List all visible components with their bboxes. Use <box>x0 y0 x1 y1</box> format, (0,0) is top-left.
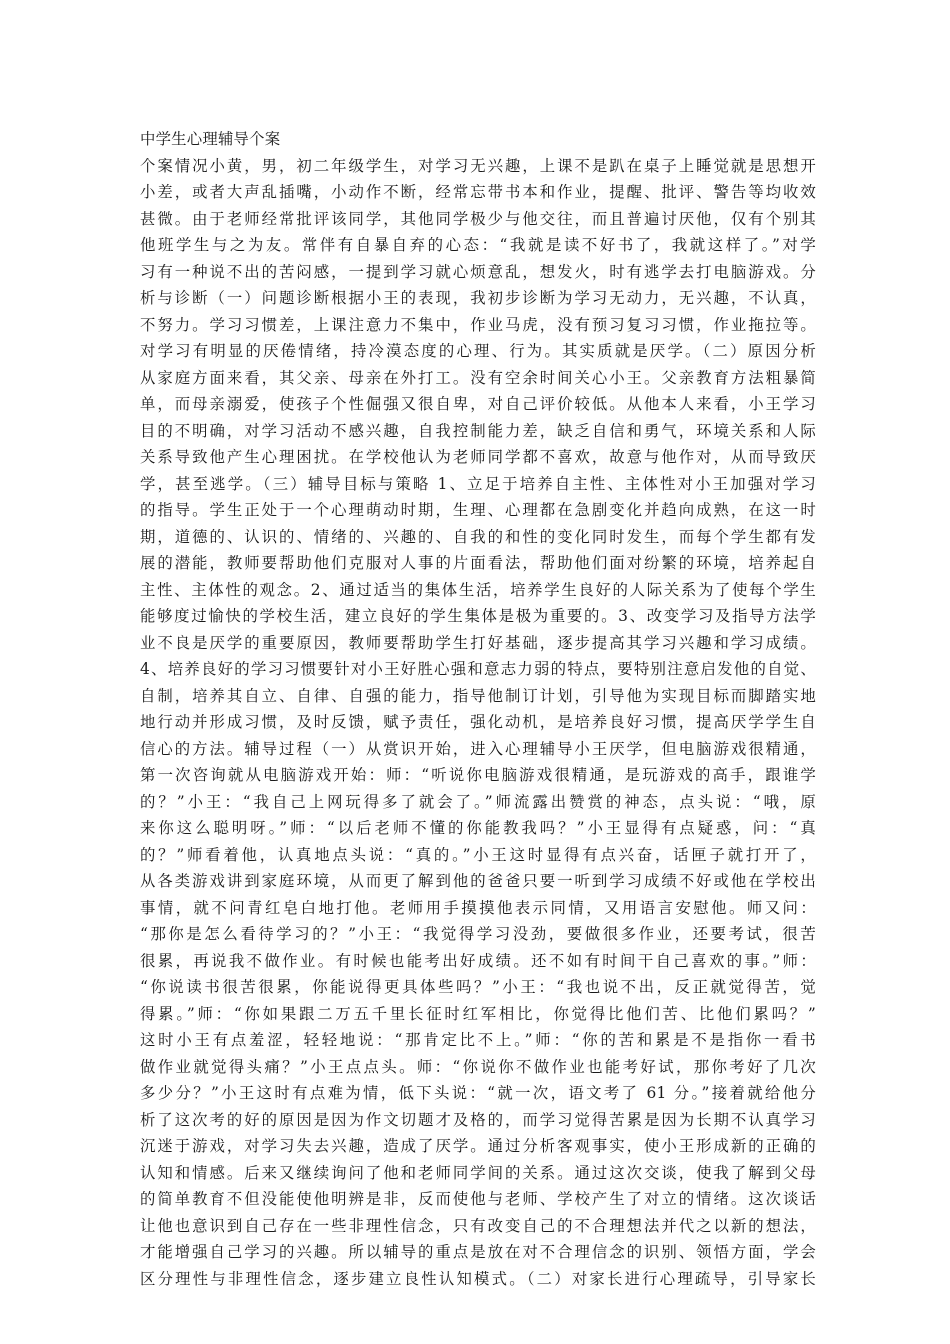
body-line: 沉迷于游戏，对学习失去兴趣，造成了厌学。通过分析客观事实，使小王形成新的正确的 <box>140 1137 816 1155</box>
body-line: 的？”小王：“我自己上网玩得多了就会了。”师流露出赞赏的神态，点头说：“哦，原 <box>140 792 816 811</box>
body-line: 析了这次考的好的原因是因为作文切题才及格的，而学习觉得苦累是因为长期不认真学习 <box>140 1110 816 1129</box>
body-line: 目的不明确，对学习活动不感兴趣，自我控制能力差，缺乏自信和勇气，环境关系和人际 <box>140 421 816 440</box>
document-title: 中学生心理辅导个案 <box>140 130 281 148</box>
body-line: 关系导致他产生心理困扰。在学校他认为老师同学都不喜欢，故意与他作对，从而导致厌 <box>140 448 816 466</box>
document-body <box>140 153 816 1293</box>
body-line: 主性、主体性的观念。2、通过适当的集体生活，培养学生良好的人际关系为了使每个学生 <box>140 580 816 599</box>
body-line: 自制，培养其自立、自律、自强的能力，指导他制订计划，引导他为实现目标而脚踏实地 <box>140 686 816 705</box>
body-line: “你说读书很苦很累，你能说得更具体些吗？”小王：“我也说不出，反正就觉得苦，觉 <box>140 978 816 996</box>
body-line: 事情，就不问青红皂白地打他。老师用手摸摸他表示同情，又用语言安慰他。师又问： <box>140 898 816 917</box>
body-line: 让他也意识到自己存在一些非理性信念，只有改变自己的不合理想法并代之以新的想法， <box>140 1216 816 1235</box>
body-line: 的指导。学生正处于一个心理萌动时期，生理、心理都在急剧变化并趋向成熟，在这一时 <box>140 501 816 519</box>
body-line: “那你是怎么看待学习的？”小王：“我觉得学习没劲，要做很多作业，还要考试，很苦 <box>140 925 816 943</box>
body-line: 做作业就觉得头痛？”小王点点头。师：“你说你不做作业也能考好试，那你考好了几次 <box>140 1057 816 1076</box>
body-line: 不努力。学习习惯差，上课注意力不集中，作业马虎，没有预习复习习惯，作业拖拉等。 <box>140 315 816 334</box>
body-line: 析与诊断（一）问题诊断根据小王的表现，我初步诊断为学习无动力，无兴趣，不认真， <box>140 289 816 307</box>
body-line: 区分理性与非理性信念，逐步建立良性认知模式。（二）对家长进行心理疏导，引导家长 <box>140 1269 816 1288</box>
body-line: 这时小王有点羞涩，轻轻地说：“那肯定比不上。”师：“你的苦和累是不是指你一看书 <box>140 1031 816 1049</box>
body-line: 能够度过愉快的学校生活，建立良好的学生集体是极为重要的。3、改变学习及指导方法学 <box>140 607 816 625</box>
body-line: 业不良是厌学的重要原因，教师要帮助学生打好基础，逐步提高其学习兴趣和学习成绩。 <box>140 633 816 652</box>
body-line: 第一次咨询就从电脑游戏开始：师：“听说你电脑游戏很精通，是玩游戏的高手，跟谁学 <box>140 766 816 784</box>
body-line: 来你这么聪明呀。”师：“以后老师不懂的你能教我吗？”小王显得有点疑惑，问：“真 <box>140 819 816 837</box>
body-line: 很累，再说我不做作业。有时候也能考出好成绩。还不如有时间干自己喜欢的事。”师： <box>140 951 816 970</box>
body-line: 多少分？”小王这时有点难为情，低下头说：“就一次，语文考了 61 分。”接着就给他分 <box>140 1084 816 1102</box>
body-line: 认知和情感。后来又继续询问了他和老师同学间的关系。通过这次交谈，使我了解到父母 <box>140 1163 816 1182</box>
body-line: 展的潜能，教师要帮助他们克服对人事的片面看法，帮助他们面对纷繁的环境，培养起自 <box>140 554 816 572</box>
body-line: 的？”师看着他，认真地点头说：“真的。”小王这时显得有点兴奋，话匣子就打开了， <box>140 845 816 864</box>
body-line: 期，道德的、认识的、情绪的、兴趣的、自我的和性的变化同时发生，而每个学生都有发 <box>140 527 816 546</box>
body-line: 甚微。由于老师经常批评该同学，其他同学极少与他交往，而且普遍讨厌他，仅有个别其 <box>140 209 816 228</box>
document-page <box>140 126 816 1292</box>
body-line: 从家庭方面来看，其父亲、母亲在外打工。没有空余时间关心小王。父亲教育方法粗暴简 <box>140 368 816 387</box>
body-line: 个案情况小黄，男，初二年级学生，对学习无兴趣，上课不是趴在桌子上睡觉就是思想开 <box>140 156 816 175</box>
body-line: 习有一种说不出的苦闷感，一提到学习就心烦意乱，想发火，时有逃学去打电脑游戏。分 <box>140 262 816 281</box>
body-line: 单，而母亲溺爱，使孩子个性倔强又很自卑，对自己评价较低。从他本人来看，小王学习 <box>140 395 816 413</box>
body-line: 信心的方法。辅导过程（一）从赏识开始，进入心理辅导小王厌学，但电脑游戏很精通， <box>140 739 816 758</box>
body-line: 对学习有明显的厌倦情绪，持冷漠态度的心理、行为。其实质就是厌学。（二）原因分析 <box>140 342 816 360</box>
body-line: 才能增强自己学习的兴趣。所以辅导的重点是放在对不合理信念的识别、领悟方面，学会 <box>140 1243 816 1261</box>
body-line: 得累。”师：“你如果跟二万五千里长征时红军相比，你觉得比他们苦、比他们累吗？” <box>140 1004 816 1023</box>
body-line: 4、培养良好的学习习惯要针对小王好胜心强和意志力弱的特点，要特别注意启发他的自觉、 <box>140 660 816 678</box>
body-line: 从各类游戏讲到家庭环境，从而更了解到他的爸爸只要一听到学习成绩不好或他在学校出 <box>140 872 816 890</box>
body-line: 小差，或者大声乱插嘴，小动作不断，经常忘带书本和作业，提醒、批评、警告等均收效 <box>140 183 816 201</box>
body-line: 他班学生与之为友。常伴有自暴自弃的心态：“我就是读不好书了，我就这样了。”对学 <box>140 236 816 254</box>
body-line: 学，甚至逃学。（三）辅导目标与策略 1、立足于培养自主性、主体性对小王加强对学习 <box>140 474 816 493</box>
body-line: 的简单教育不但没能使他明辨是非，反而使他与老师、学校产生了对立的情绪。这次谈话 <box>140 1190 816 1208</box>
body-line: 地行动并形成习惯，及时反馈，赋予责任，强化动机，是培养良好习惯，提高厌学学生自 <box>140 713 816 731</box>
